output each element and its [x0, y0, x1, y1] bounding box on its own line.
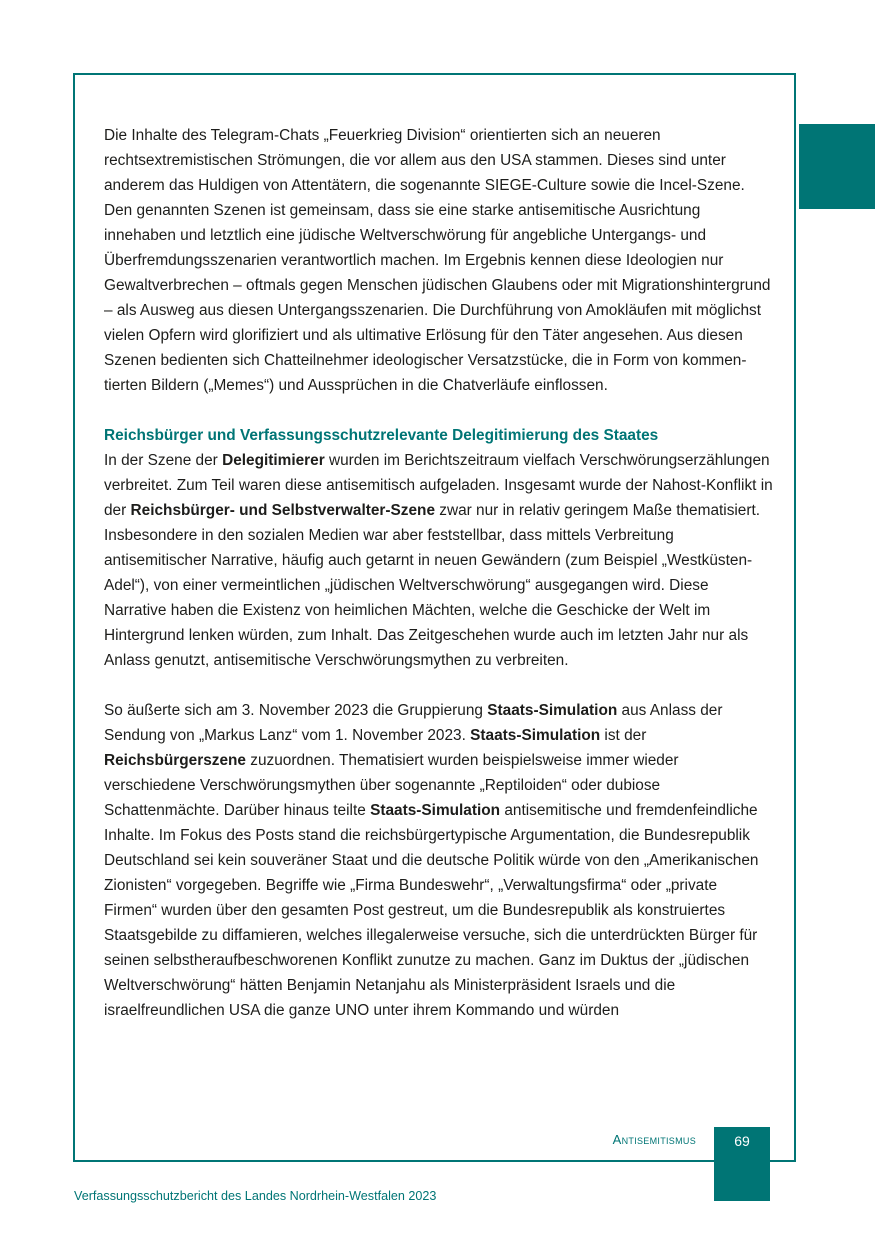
chapter-tab-marker: [799, 124, 875, 209]
bold-term: Staats-Simulation: [470, 727, 601, 744]
section-label: Antisemitismus: [612, 1132, 696, 1147]
footer-text: Verfassungsschutzbericht des Landes Nordrhein-Westfalen 2023: [74, 1189, 437, 1203]
text-run: ist der: [600, 727, 647, 744]
page-number: 69: [734, 1133, 750, 1149]
bold-term: Staats-Simulation: [370, 802, 501, 819]
text-run: zwar nur in relativ geringem Maße thematisiert. Insbesondere in den sozialen Medien war aber feststellbar, dass mittels Verbreitung antisemitischer Narrative, häufig auch getarnt in neuen Gewändern (zum Beispiel „Westküsten-Adel“), von einer vermeintlichen „jüdischen Weltverschwörung“ ausgegangen wird. Diese Narrative haben die Existenz von heimlichen Mächten, welche die Geschicke der Welt im Hintergrund lenken würden, zum Inhalt. Das Zeitgeschehen wurde auch im letzten Jahr nur als Anlass genutzt, antisemitische Verschwörungsmythen zu verbreiten.: [104, 502, 761, 669]
text-run: In der Szene der: [104, 452, 223, 469]
text-run: zuzuordnen. Thematisiert wurden beispielsweise immer wieder verschiedene Verschwörungsmythen über sogenannte „Reptiloiden“ oder dubiose Schattenmächte. Darüber hinaus teilte: [104, 752, 679, 819]
text-run: So äußerte sich am 3. November 2023 die Gruppierung: [104, 702, 488, 719]
bold-term: Reichsbürgerszene: [104, 752, 246, 769]
section-heading: Reichsbürger und Verfassungsschutzrelevante Delegitimierung des Staates: [104, 427, 659, 444]
text-run: aus Anlass der Sendung von „Markus Lanz“ vom 1. November 2023.: [104, 702, 723, 744]
bold-term: Reichsbürger- und Selbstverwalter-Szene: [130, 502, 436, 519]
text-run: wurden im Berichtszeitraum vielfach Verschwörungserzählungen verbreitet. Zum Teil waren diese antisemitisch aufgeladen. Insgesamt wurde der Nahost-Konflikt in der: [104, 452, 773, 519]
bold-term: Delegitimierer: [222, 452, 325, 469]
paragraph-staats-simulation: [104, 698, 774, 1023]
page-number-box: [714, 1127, 770, 1201]
text-run: antisemitische und fremdenfeindliche Inhalte. Im Fokus des Posts stand die reichsbürgertypische Argumentation, die Bundesrepublik Deutschland sei kein souveräner Staat und die deutsche Politik würde von den „Amerikanischen Zionisten“ vorgegeben. Begriffe wie „Firma Bundeswehr“, „Verwaltungsfirma“ oder „private Firmen“ wurden über den gesamten Post gestreut, um die Bundesrepublik als konstruiertes Staatsgebilde zu diffamieren, welches illegalerweise versuche, sich die unterdrückten Bürger für seinen selbstheraufbeschworenen Konflikt zunutze zu machen. Ganz im Duktus der „jüdischen Weltverschwörung“ hätten Benjamin Netanjahu als Ministerpräsident Israels und die israelfreundlichen USA die ganze UNO unter ihrem Kommando und würden: [104, 802, 759, 1019]
paragraph-feuerkrieg: Die Inhalte des Telegram-Chats „Feuerkrieg Division“ orientierten sich an neueren rechtsextremistischen Strömungen, die vor allem aus den USA stammen. Dieses sind unter anderem das Huldigen von Attentätern, die sogenannte SIEGE-Culture sowie die Incel-Szene. Den genannten Szenen ist gemeinsam, dass sie eine starke antisemitische Ausrichtung innehaben und letztlich eine jüdische Weltverschwörung für angebliche Untergangs- und Überfremdungsszenarien verantwortlich machen. Im Ergebnis kennen diese Ideologien nur Gewaltverbrechen – oftmals gegen Menschen jüdischen Glaubens oder mit Migrationshintergrund – als Ausweg aus diesen Untergangsszenarien. Die Durchführung von Amokläufen mit möglichst vielen Opfern wird glorifiziert und als ultimative Erlösung für den Täter angesehen. Aus diesen Szenen bedienten sich Chatteilnehmer ideologischer Versatzstücke, die in Form von kommentierten Bildern („Memes“) und Aussprüchen in die Chatverläufe einflossen.: [104, 127, 771, 394]
body-text: [104, 123, 774, 1048]
bold-term: Staats-Simulation: [487, 702, 618, 719]
paragraph-delegitimierer: [104, 448, 774, 673]
